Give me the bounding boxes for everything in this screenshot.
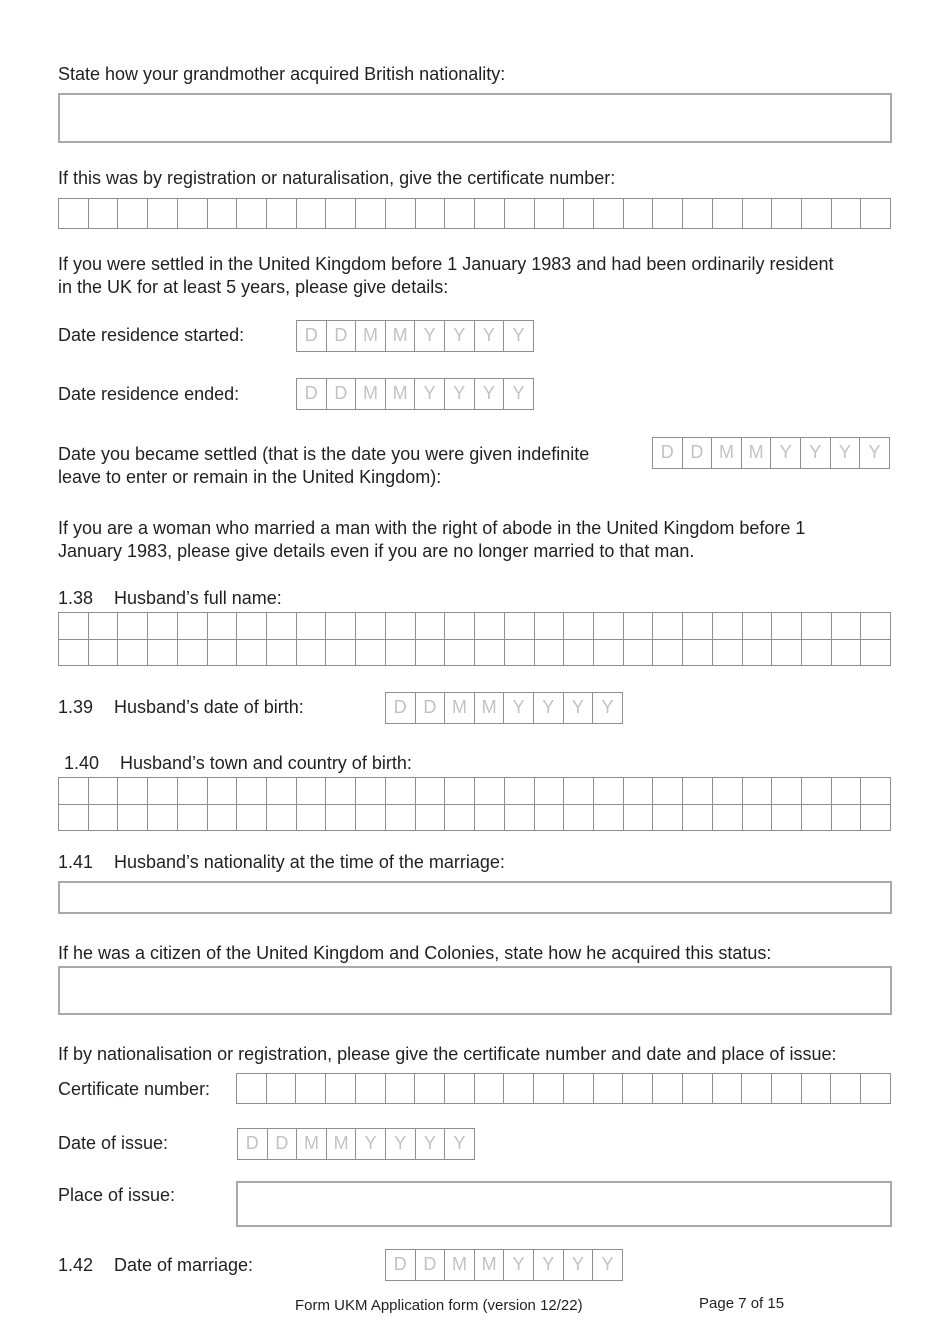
grid-row xyxy=(237,1074,891,1104)
character-box[interactable] xyxy=(772,640,802,667)
character-box[interactable] xyxy=(416,805,446,832)
character-box[interactable] xyxy=(594,1074,624,1104)
character-box[interactable] xyxy=(415,1074,445,1104)
character-box[interactable] xyxy=(564,613,594,640)
date-box[interactable]: D xyxy=(386,693,416,724)
character-box[interactable] xyxy=(743,778,773,805)
character-box[interactable] xyxy=(118,778,148,805)
q140-label xyxy=(64,752,412,775)
character-box[interactable] xyxy=(624,640,654,667)
character-box[interactable] xyxy=(148,805,178,832)
q140-text: Husband’s town and country of birth: xyxy=(120,753,412,773)
character-box[interactable] xyxy=(653,640,683,667)
settled-intro-line1: If you were settled in the United Kingdom before 1 January 1983 and had been ordinarily resident xyxy=(58,254,834,274)
character-box[interactable] xyxy=(148,640,178,667)
character-box[interactable] xyxy=(326,1074,356,1104)
character-box[interactable] xyxy=(594,613,624,640)
character-box[interactable] xyxy=(326,613,356,640)
date-box[interactable]: M xyxy=(445,693,475,724)
character-box[interactable] xyxy=(535,778,565,805)
character-box[interactable] xyxy=(208,640,238,667)
date-box[interactable]: M xyxy=(386,379,416,410)
character-box[interactable] xyxy=(59,613,89,640)
character-box[interactable] xyxy=(237,640,267,667)
character-box[interactable] xyxy=(861,640,891,667)
date-box[interactable]: M xyxy=(356,321,386,352)
character-box[interactable] xyxy=(356,1074,386,1104)
character-box[interactable] xyxy=(297,805,327,832)
character-box[interactable] xyxy=(624,805,654,832)
character-box[interactable] xyxy=(772,1074,802,1104)
character-box[interactable] xyxy=(89,199,119,229)
woman-intro-line1: If you are a woman who married a man with the right of abode in the United Kingdom before 1 xyxy=(58,518,806,538)
character-box[interactable] xyxy=(505,640,535,667)
character-box[interactable] xyxy=(534,1074,564,1104)
character-box[interactable] xyxy=(743,640,773,667)
character-box[interactable] xyxy=(743,199,773,229)
character-box[interactable] xyxy=(445,805,475,832)
character-box[interactable] xyxy=(832,613,862,640)
character-box[interactable] xyxy=(208,805,238,832)
grid-row xyxy=(59,778,891,805)
character-box[interactable] xyxy=(475,778,505,805)
date-box[interactable]: Y xyxy=(475,321,505,352)
character-box[interactable] xyxy=(356,805,386,832)
date-box[interactable]: Y xyxy=(386,1129,416,1160)
date-box[interactable]: Y xyxy=(504,321,534,352)
character-box[interactable] xyxy=(861,613,891,640)
character-box[interactable] xyxy=(237,805,267,832)
character-box[interactable] xyxy=(267,805,297,832)
date-box[interactable]: Y xyxy=(445,321,475,352)
character-box[interactable] xyxy=(772,613,802,640)
date-of-marriage[interactable] xyxy=(385,1249,623,1281)
date-of-issue-label: Date of issue: xyxy=(58,1133,169,1153)
q142-text: Date of marriage: xyxy=(114,1255,254,1275)
character-box[interactable] xyxy=(178,640,208,667)
character-box[interactable] xyxy=(326,805,356,832)
character-box[interactable] xyxy=(267,613,297,640)
character-box[interactable] xyxy=(118,199,148,229)
date-box[interactable]: Y xyxy=(356,1129,386,1160)
character-box[interactable] xyxy=(178,613,208,640)
date-box[interactable]: M xyxy=(712,438,742,469)
character-box[interactable] xyxy=(505,805,535,832)
character-box[interactable] xyxy=(445,640,475,667)
character-box[interactable] xyxy=(118,640,148,667)
character-box[interactable] xyxy=(386,778,416,805)
date-box[interactable]: Y xyxy=(415,321,445,352)
character-box[interactable] xyxy=(326,778,356,805)
became-settled-label-line2: leave to enter or remain in the United Kingdom): xyxy=(58,467,442,487)
character-box[interactable] xyxy=(445,1074,475,1104)
character-box[interactable] xyxy=(297,199,327,229)
character-box[interactable] xyxy=(832,199,862,229)
character-box[interactable] xyxy=(386,1074,416,1104)
character-box[interactable] xyxy=(564,199,594,229)
date-box[interactable]: D xyxy=(238,1129,268,1160)
date-box[interactable]: Y xyxy=(593,1250,623,1281)
character-box[interactable] xyxy=(416,778,446,805)
residence-ended-label: Date residence ended: xyxy=(58,384,240,404)
character-box[interactable] xyxy=(475,640,505,667)
date-box[interactable]: Y xyxy=(564,1250,594,1281)
date-box[interactable]: M xyxy=(356,379,386,410)
date-box[interactable]: D xyxy=(268,1129,298,1160)
footer-page-number: Page 7 of 15 xyxy=(699,1295,785,1312)
character-box[interactable] xyxy=(683,1074,713,1104)
character-box[interactable] xyxy=(713,1074,743,1104)
grid-row xyxy=(59,805,891,832)
character-box[interactable] xyxy=(624,778,654,805)
character-box[interactable] xyxy=(326,640,356,667)
character-box[interactable] xyxy=(267,1074,297,1104)
grid-row xyxy=(59,199,891,229)
character-box[interactable] xyxy=(237,199,267,229)
date-box[interactable]: D xyxy=(297,321,327,352)
character-box[interactable] xyxy=(356,613,386,640)
date-box[interactable]: Y xyxy=(504,379,534,410)
woman-intro-line2: January 1983, please give details even if you are no longer married to that man. xyxy=(58,541,695,561)
character-box[interactable] xyxy=(505,613,535,640)
character-box[interactable] xyxy=(59,805,89,832)
character-box[interactable] xyxy=(445,199,475,229)
character-box[interactable] xyxy=(386,805,416,832)
footer-form-name: Form UKM Application form (version 12/22) xyxy=(295,1297,583,1314)
character-box[interactable] xyxy=(505,199,535,229)
character-box[interactable] xyxy=(386,199,416,229)
q139-text: Husband’s date of birth: xyxy=(114,697,304,717)
became-settled-label-line1: Date you became settled (that is the date you were given indefinite xyxy=(58,444,590,464)
character-box[interactable] xyxy=(683,778,713,805)
character-box[interactable] xyxy=(267,199,297,229)
residence-ended-date[interactable] xyxy=(296,378,534,410)
character-box[interactable] xyxy=(713,613,743,640)
husband-nationality-field[interactable] xyxy=(58,881,892,914)
character-box[interactable] xyxy=(535,613,565,640)
date-box[interactable]: Y xyxy=(415,379,445,410)
date-box[interactable]: M xyxy=(475,693,505,724)
character-box[interactable] xyxy=(802,199,832,229)
character-box[interactable] xyxy=(416,199,446,229)
husband-birthplace-grid[interactable] xyxy=(58,777,891,831)
residence-started-date[interactable] xyxy=(296,320,534,352)
date-box[interactable]: D xyxy=(386,1250,416,1281)
character-box[interactable] xyxy=(148,778,178,805)
character-box[interactable] xyxy=(148,613,178,640)
grandmother-certificate-number-grid[interactable] xyxy=(58,198,891,229)
character-box[interactable] xyxy=(653,613,683,640)
date-box[interactable]: Y xyxy=(475,379,505,410)
character-box[interactable] xyxy=(237,1074,267,1104)
q140-number: 1.40 xyxy=(64,753,100,773)
date-box[interactable]: Y xyxy=(504,693,534,724)
character-box[interactable] xyxy=(356,640,386,667)
character-box[interactable] xyxy=(743,613,773,640)
character-box[interactable] xyxy=(683,199,713,229)
character-box[interactable] xyxy=(89,613,119,640)
date-box[interactable]: D xyxy=(327,379,357,410)
husband-full-name-grid[interactable] xyxy=(58,612,891,666)
character-box[interactable] xyxy=(118,613,148,640)
place-of-issue-label: Place of issue: xyxy=(58,1185,176,1205)
character-box[interactable] xyxy=(713,640,743,667)
q139-number: 1.39 xyxy=(58,697,94,717)
character-box[interactable] xyxy=(475,805,505,832)
date-box[interactable]: Y xyxy=(860,438,890,469)
certificate-intro: If by nationalisation or registration, please give the certificate number and date and place of issue: xyxy=(58,1044,837,1064)
date-box[interactable]: D xyxy=(297,379,327,410)
character-box[interactable] xyxy=(802,778,832,805)
character-box[interactable] xyxy=(475,1074,505,1104)
q141-label xyxy=(58,851,505,874)
date-box[interactable]: M xyxy=(475,1250,505,1281)
q138-number: 1.38 xyxy=(58,588,94,608)
character-box[interactable] xyxy=(208,199,238,229)
character-box[interactable] xyxy=(59,199,89,229)
date-box[interactable]: Y xyxy=(564,693,594,724)
grandmother-how-acquired-label: State how your grandmother acquired British nationality: xyxy=(58,64,506,84)
date-box[interactable]: M xyxy=(297,1129,327,1160)
q141-number: 1.41 xyxy=(58,852,94,872)
q138-label xyxy=(58,587,282,610)
character-box[interactable] xyxy=(742,1074,772,1104)
date-box[interactable]: M xyxy=(742,438,772,469)
character-box[interactable] xyxy=(89,640,119,667)
place-of-issue-field[interactable] xyxy=(236,1181,892,1227)
q141-text: Husband’s nationality at the time of the marriage: xyxy=(114,852,505,872)
character-box[interactable] xyxy=(594,640,624,667)
date-box[interactable]: Y xyxy=(445,1129,475,1160)
character-box[interactable] xyxy=(624,199,654,229)
character-box[interactable] xyxy=(653,778,683,805)
character-box[interactable] xyxy=(861,778,891,805)
husband-date-of-birth[interactable] xyxy=(385,692,623,724)
character-box[interactable] xyxy=(832,805,862,832)
character-box[interactable] xyxy=(475,613,505,640)
character-box[interactable] xyxy=(713,199,743,229)
q139-label xyxy=(58,696,304,719)
date-box[interactable]: D xyxy=(683,438,713,469)
character-box[interactable] xyxy=(445,613,475,640)
character-box[interactable] xyxy=(178,805,208,832)
character-box[interactable] xyxy=(505,778,535,805)
character-box[interactable] xyxy=(237,613,267,640)
character-box[interactable] xyxy=(475,199,505,229)
character-box[interactable] xyxy=(683,640,713,667)
character-box[interactable] xyxy=(594,199,624,229)
q142-number: 1.42 xyxy=(58,1255,94,1275)
character-box[interactable] xyxy=(743,805,773,832)
character-box[interactable] xyxy=(356,778,386,805)
character-box[interactable] xyxy=(594,805,624,832)
character-box[interactable] xyxy=(653,199,683,229)
date-box[interactable]: Y xyxy=(534,1250,564,1281)
character-box[interactable] xyxy=(386,613,416,640)
character-box[interactable] xyxy=(208,613,238,640)
character-box[interactable] xyxy=(831,1074,861,1104)
character-box[interactable] xyxy=(118,805,148,832)
certificate-number-label: Certificate number: xyxy=(58,1079,211,1099)
date-box[interactable]: D xyxy=(416,693,446,724)
date-box[interactable]: M xyxy=(386,321,416,352)
character-box[interactable] xyxy=(564,1074,594,1104)
character-box[interactable] xyxy=(237,778,267,805)
character-box[interactable] xyxy=(623,1074,653,1104)
character-box[interactable] xyxy=(802,1074,832,1104)
character-box[interactable] xyxy=(564,640,594,667)
character-box[interactable] xyxy=(564,778,594,805)
date-box[interactable]: D xyxy=(416,1250,446,1281)
character-box[interactable] xyxy=(802,640,832,667)
character-box[interactable] xyxy=(683,613,713,640)
date-box[interactable]: M xyxy=(445,1250,475,1281)
character-box[interactable] xyxy=(89,805,119,832)
colonies-status-field[interactable] xyxy=(58,966,892,1015)
character-box[interactable] xyxy=(535,199,565,229)
date-box[interactable]: Y xyxy=(831,438,861,469)
colonies-label: If he was a citizen of the United Kingdom and Colonies, state how he acquired this status: xyxy=(58,943,772,963)
character-box[interactable] xyxy=(594,778,624,805)
date-box[interactable]: Y xyxy=(416,1129,446,1160)
q138-text: Husband’s full name: xyxy=(114,588,282,608)
character-box[interactable] xyxy=(535,805,565,832)
character-box[interactable] xyxy=(178,778,208,805)
date-box[interactable]: D xyxy=(327,321,357,352)
character-box[interactable] xyxy=(59,640,89,667)
grid-row xyxy=(59,640,891,667)
character-box[interactable] xyxy=(267,778,297,805)
certificate-number-grid[interactable] xyxy=(236,1073,891,1104)
character-box[interactable] xyxy=(535,640,565,667)
character-box[interactable] xyxy=(861,1074,891,1104)
grid-row xyxy=(59,613,891,640)
date-box[interactable]: Y xyxy=(534,693,564,724)
character-box[interactable] xyxy=(445,778,475,805)
character-box[interactable] xyxy=(772,778,802,805)
q142-label xyxy=(58,1254,253,1277)
character-box[interactable] xyxy=(297,778,327,805)
character-box[interactable] xyxy=(59,778,89,805)
character-box[interactable] xyxy=(297,640,327,667)
date-box[interactable]: Y xyxy=(593,693,623,724)
character-box[interactable] xyxy=(208,778,238,805)
character-box[interactable] xyxy=(772,199,802,229)
character-box[interactable] xyxy=(802,613,832,640)
character-box[interactable] xyxy=(564,805,594,832)
character-box[interactable] xyxy=(148,199,178,229)
character-box[interactable] xyxy=(861,199,891,229)
grandmother-how-acquired-field[interactable] xyxy=(58,93,892,143)
date-box[interactable]: D xyxy=(653,438,683,469)
character-box[interactable] xyxy=(416,613,446,640)
character-box[interactable] xyxy=(416,640,446,667)
character-box[interactable] xyxy=(504,1074,534,1104)
character-box[interactable] xyxy=(832,778,862,805)
character-box[interactable] xyxy=(267,640,297,667)
character-box[interactable] xyxy=(772,805,802,832)
character-box[interactable] xyxy=(386,640,416,667)
date-box[interactable]: Y xyxy=(801,438,831,469)
character-box[interactable] xyxy=(356,199,386,229)
character-box[interactable] xyxy=(713,778,743,805)
character-box[interactable] xyxy=(89,778,119,805)
date-box[interactable]: Y xyxy=(504,1250,534,1281)
character-box[interactable] xyxy=(832,640,862,667)
character-box[interactable] xyxy=(653,805,683,832)
residence-started-label: Date residence started: xyxy=(58,325,245,345)
character-box[interactable] xyxy=(713,805,743,832)
grandmother-certificate-label: If this was by registration or naturalisation, give the certificate number: xyxy=(58,168,616,188)
character-box[interactable] xyxy=(326,199,356,229)
character-box[interactable] xyxy=(802,805,832,832)
character-box[interactable] xyxy=(296,1074,326,1104)
character-box[interactable] xyxy=(683,805,713,832)
date-of-issue[interactable] xyxy=(237,1128,475,1160)
character-box[interactable] xyxy=(653,1074,683,1104)
character-box[interactable] xyxy=(178,199,208,229)
date-box[interactable]: Y xyxy=(771,438,801,469)
character-box[interactable] xyxy=(861,805,891,832)
settled-intro-line2: in the UK for at least 5 years, please give details: xyxy=(58,277,449,297)
character-box[interactable] xyxy=(297,613,327,640)
character-box[interactable] xyxy=(624,613,654,640)
date-box[interactable]: M xyxy=(327,1129,357,1160)
date-box[interactable]: Y xyxy=(445,379,475,410)
became-settled-date[interactable] xyxy=(652,437,890,469)
